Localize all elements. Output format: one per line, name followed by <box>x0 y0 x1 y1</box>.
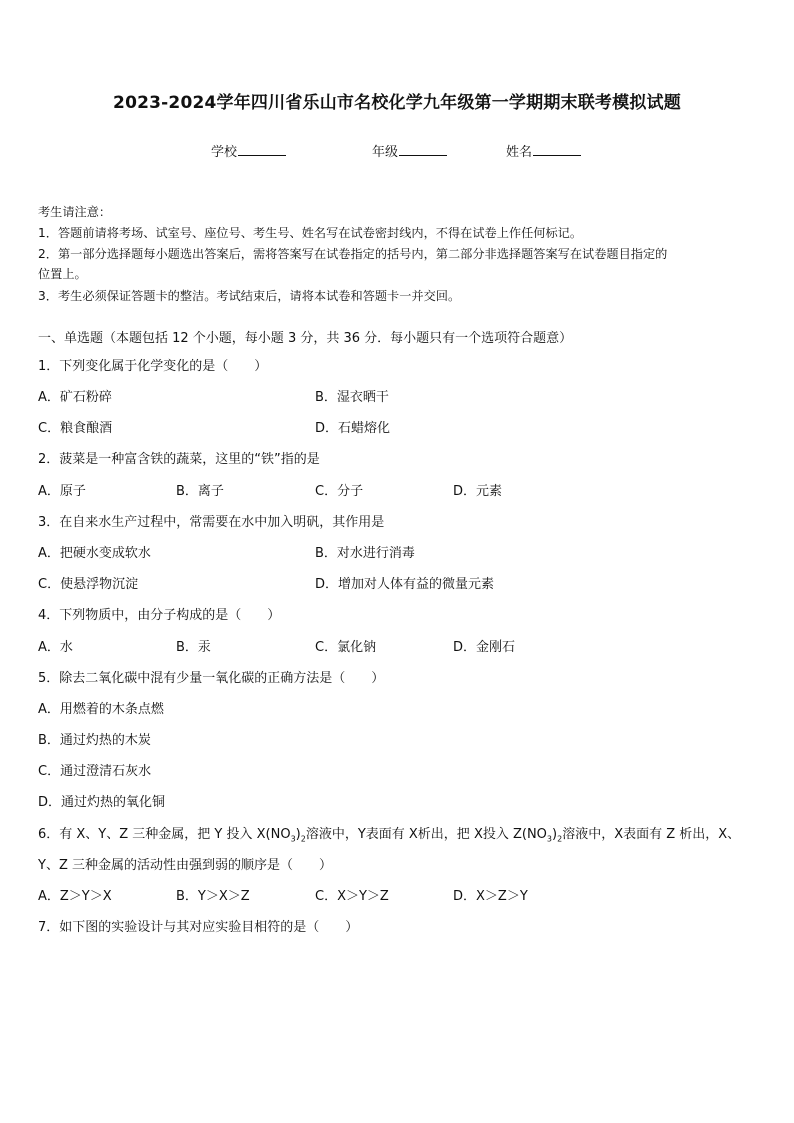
question-2-option-d[interactable]: D．元素 <box>453 484 503 499</box>
question-6-text-3: 溶液中，Y表面有 X析出，把 X投入 Z(NO <box>305 827 547 842</box>
question-6-text-4: ) <box>552 827 558 842</box>
question-3-option-d[interactable]: D．增加对人体有益的微量元素 <box>315 577 495 592</box>
question-5-option-a[interactable]: A．用燃着的木条点燃 <box>38 702 164 717</box>
notice-heading: 考生请注意： <box>38 205 112 219</box>
question-6-subscript-3: 3 <box>546 834 553 844</box>
notice-item-2: 2．第一部分选择题每小题选出答案后，需将答案写在试卷指定的括号内，第二部分非选择题答案写在试卷题目指定的 <box>38 247 668 261</box>
question-5-option-d[interactable]: D．通过灼热的氧化铜 <box>38 795 166 810</box>
question-3-option-a[interactable]: A．把硬水变成软水 <box>38 546 151 561</box>
question-6-subscript-2: 2 <box>300 834 306 844</box>
name-label: 姓名 <box>506 145 533 160</box>
question-6-subscript-1: 3 <box>290 834 296 844</box>
question-5-stem: 5．除去二氧化碳中混有少量一氧化碳的正确方法是（ ） <box>38 671 385 686</box>
question-5-option-b[interactable]: B．通过灼热的木炭 <box>38 733 151 748</box>
question-6-text-1: 6．有 X、Y、Z 三种金属，把 Y 投入 X(NO <box>38 827 291 842</box>
question-2-stem: 2．菠菜是一种富含铁的蔬菜，这里的“铁”指的是 <box>38 452 320 467</box>
school-field <box>211 141 286 160</box>
grade-field <box>372 141 447 160</box>
page-title: 2023-2024学年四川省乐山市名校化学九年级第一学期期末联考模拟试题 <box>113 93 681 113</box>
question-6-option-d[interactable]: D．X＞Z＞Y <box>453 889 528 904</box>
question-6-stem-line-1 <box>38 823 740 844</box>
question-1-option-d[interactable]: D．石蜡熔化 <box>315 421 391 436</box>
question-5-option-c[interactable]: C．通过澄清石灰水 <box>38 764 152 779</box>
question-3-option-b[interactable]: B．对水进行消毒 <box>315 546 415 561</box>
question-6-text-2: ) <box>295 827 301 842</box>
question-3-stem: 3．在自来水生产过程中，常需要在水中加入明矾，其作用是 <box>38 515 385 530</box>
school-blank[interactable] <box>238 141 286 156</box>
question-1-option-a[interactable]: A．矿石粉碎 <box>38 390 112 405</box>
notice-item-3: 3．考生必须保证答题卡的整洁。考试结束后，请将本试卷和答题卡一并交回。 <box>38 289 461 303</box>
notice-item-1: 1．答题前请将考场、试室号、座位号、考生号、姓名写在试卷密封线内，不得在试卷上作任何标记。 <box>38 226 583 240</box>
grade-blank[interactable] <box>399 141 447 156</box>
question-1-option-b[interactable]: B．湿衣晒干 <box>315 390 389 405</box>
question-7-stem: 7．如下图的实验设计与其对应实验目相符的是（ ） <box>38 920 359 935</box>
question-4-option-a[interactable]: A．水 <box>38 640 73 655</box>
question-6-option-c[interactable]: C．X＞Y＞Z <box>315 889 389 904</box>
name-blank[interactable] <box>533 141 581 156</box>
notice-item-2-cont: 位置上。 <box>38 267 87 281</box>
question-6-option-b[interactable]: B．Y＞X＞Z <box>176 889 250 904</box>
question-2-option-c[interactable]: C．分子 <box>315 484 364 499</box>
name-field <box>506 141 581 160</box>
question-6-option-a[interactable]: A．Z＞Y＞X <box>38 889 112 904</box>
question-6-subscript-4: 2 <box>557 834 563 844</box>
school-label: 学校 <box>211 145 238 160</box>
question-4-stem: 4．下列物质中，由分子构成的是（ ） <box>38 608 281 623</box>
question-3-option-c[interactable]: C．使悬浮物沉淀 <box>38 577 139 592</box>
question-2-option-b[interactable]: B．离子 <box>176 484 224 499</box>
question-4-option-c[interactable]: C．氯化钠 <box>315 640 377 655</box>
question-1-stem: 1．下列变化属于化学变化的是（ ） <box>38 359 268 374</box>
grade-label: 年级 <box>372 145 399 160</box>
question-2-option-a[interactable]: A．原子 <box>38 484 86 499</box>
question-4-option-b[interactable]: B．汞 <box>176 640 211 655</box>
question-6-stem-line-2: Y、Z 三种金属的活动性由强到弱的顺序是（ ） <box>38 858 332 873</box>
question-6-text-5: 溶液中，X表面有 Z 析出，X、 <box>562 827 741 842</box>
question-4-option-d[interactable]: D．金刚石 <box>453 640 516 655</box>
question-1-option-c[interactable]: C．粮食酿酒 <box>38 421 113 436</box>
section-heading: 一、单选题（本题包括 12 个小题，每小题 3 分，共 36 分．每小题只有一个选项符合题意） <box>38 331 573 346</box>
